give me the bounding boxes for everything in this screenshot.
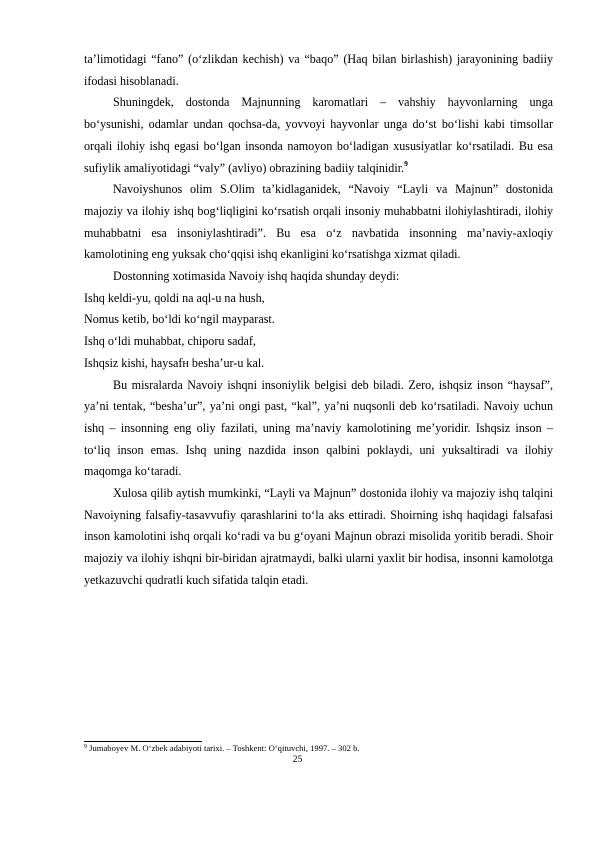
footnote	[84, 743, 553, 754]
verse-line-3: Ishq o‘ldi muhabbat, chiporu sadaf,	[84, 334, 256, 349]
footnote-reference[interactable]: 9	[404, 158, 408, 168]
paragraph-5: Bu misralarda Navoiy ishqni insoniylik belgisi deb biladi. Zero, ishqsiz inson “haysaf”, ya’ni tentak, “besha’ur”, ya’ni ongi past, “kal”, ya’ni nuqsonli deb ko‘rsatiladi. Navoiy uchun ishq – insonning eng oliy fazilati, uning ma’naviy kamolotining me’yoridir. Ishqsiz inson – to‘liq inson emas. Ishq uning nazdida inson qalbini poklaydi, uni yuksaltiradi va ilohiy maqomga ko‘taradi.	[84, 377, 553, 479]
footnote-text: Jumaboyev M. O‘zbek adabiyoti tarixi. – Toshkent: O‘qituvchi, 1997. – 302 b.	[87, 743, 360, 753]
footnote-separator	[84, 741, 202, 742]
verse-line-1: Ishq keldi-yu, qoldi na aql-u na hush,	[84, 290, 265, 305]
paragraph-2	[84, 92, 553, 179]
verse-line-2: Nomus ketib, bo‘ldi ko‘ngil mayparast.	[84, 312, 275, 327]
page-number: 25	[292, 754, 303, 765]
paragraph-3: Navoiyshunos olim S.Olim ta’kidlaganidek, “Navoiy “Layli va Majnun” dostonida majoziy va ilohiy ishq bog‘liqligini ko‘rsatish orqali insoniy muhabbatni ilohiylashtiradi, ilohiy muhabbatni esa insoniylashtiradi”. Bu esa o‘z navbatida insonning ma’naviy-axloqiy kamolotining eng yuksak cho‘qqisi ishq ekanligini ko‘rsatishga xizmat qiladi.	[84, 182, 553, 262]
verse-line-4: Ishqsiz kishi, haysafн besha’ur-u kal.	[84, 355, 265, 370]
paragraph-2-text: Shuningdek, dostonda Majnunning karomatlari – vahshiy hayvonlarning unga bo‘ysunishi, odamlar undan qochsa-da, yovvoyi hayvonlar unga do‘st bo‘lishi kabi timsollar orqali ilohiy ishq egasi bo‘lgan insonda namoyon bo‘ladigan xususiyatlar ko‘rsatiladi. Bu esa sufiylik amaliyotidagi “valy” (avliyo) obrazining badiiy talqinidir.	[84, 95, 553, 175]
paragraph-4: Dostonning xotimasida Navoiy ishq haqida shunday deydi:	[113, 269, 400, 284]
paragraph-6: Xulosa qilib aytish mumkinki, “Layli va Majnun” dostonida ilohiy va majoziy ishq talqini Navoiyning falsafiy-tasavvufiy qarashlarini to‘la aks ettiradi. Shoirning ishq haqidagi falsafasi inson kamolotini ishq orqali ko‘radi va bu g‘oyani Majnun obrazi misolida yoritib beradi. Shoir majoziy va ilohiy ishqni bir-biridan ajratmaydi, balki ularni yaxlit bir hodisa, insonni kamolotga yetkazuvchi qudratli kuch sifatida talqin etadi.	[84, 486, 553, 587]
footnote-number: 9	[84, 744, 87, 750]
body-text	[84, 49, 553, 592]
paragraph-1: ta’limotidagi “fano” (o‘zlikdan kechish) va “baqo” (Haq bilan birlashish) jarayonining badiiy ifodasi hisoblanadi.	[84, 52, 553, 88]
